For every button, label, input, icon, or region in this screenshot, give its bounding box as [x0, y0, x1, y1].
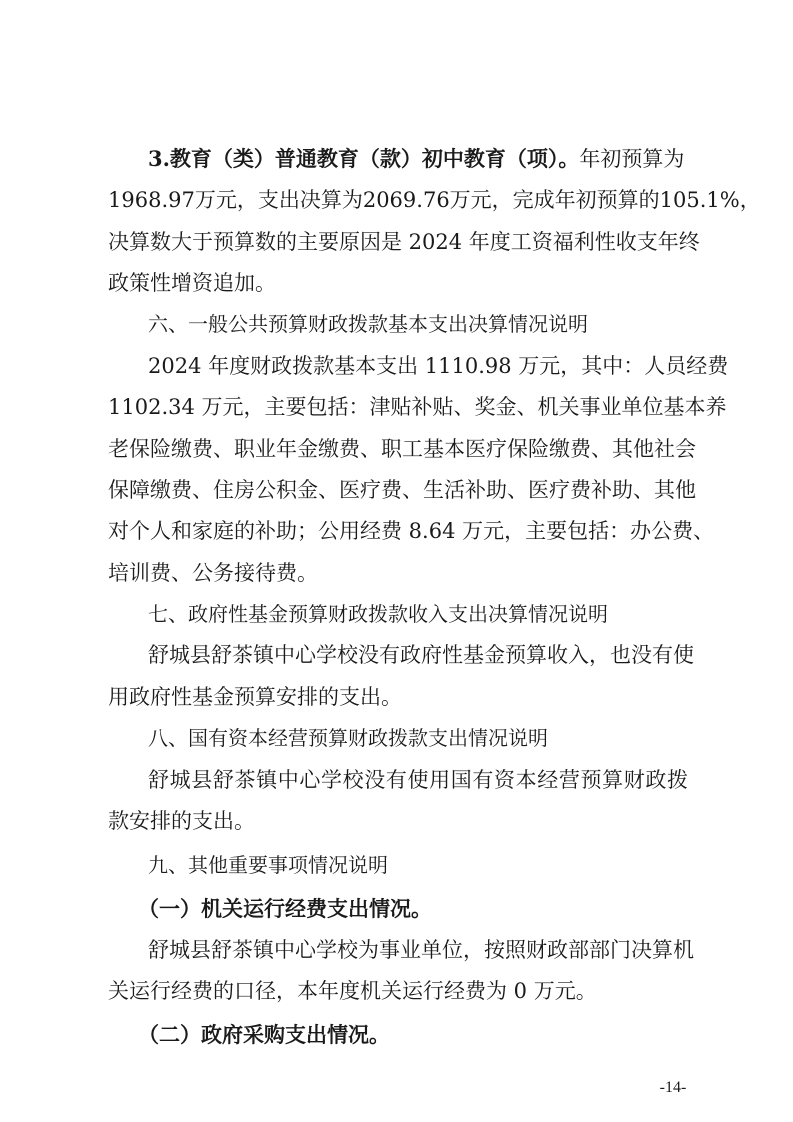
para-9-1-line-2: 关运行经费的口径，本年度机关运行经费为 0 万元。: [108, 979, 597, 1004]
heading-8: 八、国有资本经营预算财政拨款支出情况说明: [148, 726, 548, 751]
section-3-line-3: 决算数大于预算数的主要原因是 2024 年度工资福利性收支年终: [108, 229, 700, 254]
para-6-line-1: 2024 年度财政拨款基本支出 1110.98 万元，其中：人员经费: [148, 353, 729, 378]
page-number: -14-: [659, 1079, 687, 1096]
heading-6: 六、一般公共预算财政拨款基本支出决算情况说明: [148, 312, 588, 337]
para-8-line-2: 款安排的支出。: [108, 808, 255, 833]
section-3-line-1-rest: 年初预算为: [579, 147, 685, 171]
para-7-line-2: 用政府性基金预算安排的支出。: [108, 684, 402, 709]
para-6-line-2: 1102.34 万元，主要包括：津贴补贴、奖金、机关事业单位基本养: [108, 395, 727, 420]
para-8-line-1: 舒城县舒茶镇中心学校没有使用国有资本经营预算财政拨: [148, 767, 688, 792]
para-6-line-6: 培训费、公务接待费。: [108, 560, 318, 585]
section-3-line-1: [148, 141, 688, 177]
para-6-line-4: 保障缴费、住房公积金、医疗费、生活补助、医疗费补助、其他: [108, 477, 696, 502]
subheading-2: （二）政府采购支出情况。: [138, 1021, 390, 1047]
section-3-line-2: 1968.97万元，支出决算为2069.76万元，完成年初预算的105.1%，: [108, 188, 761, 213]
section-3-bold-lead: 3.教育（类）普通教育（款）初中教育（项）。: [148, 146, 580, 171]
heading-7: 七、政府性基金预算财政拨款收入支出决算情况说明: [148, 602, 608, 627]
para-6-line-5: 对个人和家庭的补助；公用经费 8.64 万元，主要包括：办公费、: [108, 519, 715, 544]
para-6-line-3: 老保险缴费、职业年金缴费、职工基本医疗保险缴费、其他社会: [108, 436, 696, 461]
subheading-1: （一）机关运行经费支出情况。: [138, 895, 432, 921]
para-9-1-line-1: 舒城县舒茶镇中心学校为事业单位，按照财政部部门决算机: [148, 937, 694, 962]
section-3-line-4: 政策性增资追加。: [108, 271, 276, 296]
para-7-line-1: 舒城县舒茶镇中心学校没有政府性基金预算收入，也没有使: [148, 643, 694, 668]
heading-9: 九、其他重要事项情况说明: [148, 853, 388, 878]
